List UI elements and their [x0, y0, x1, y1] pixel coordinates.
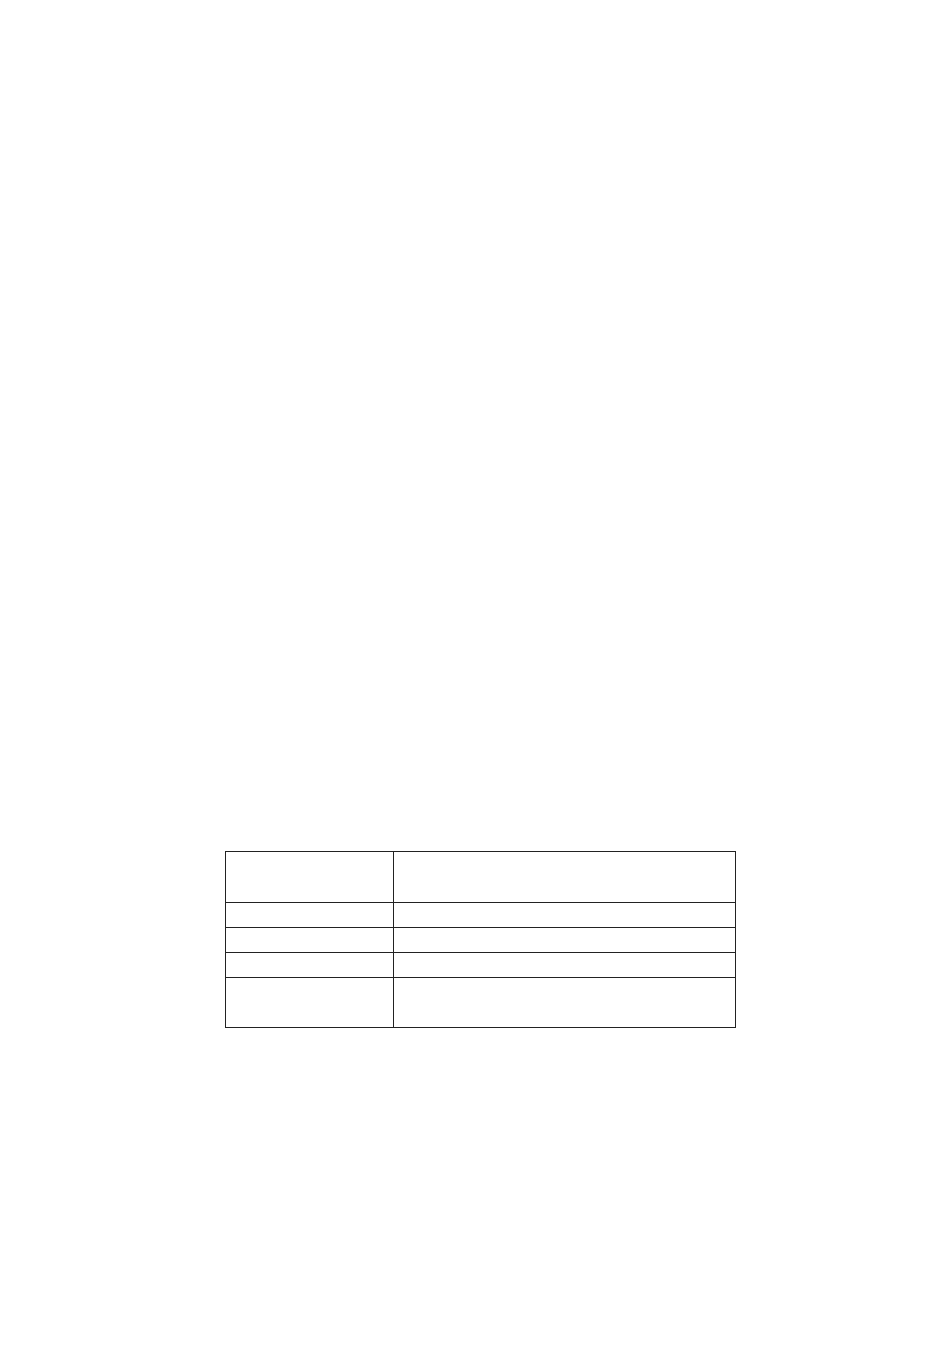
table-header-cell [394, 852, 736, 903]
table-row [226, 928, 736, 953]
table-cell [226, 953, 394, 978]
table-header-cell [226, 852, 394, 903]
table-cell [394, 903, 736, 928]
table-cell [226, 978, 394, 1028]
employment-factors-table [225, 851, 736, 1028]
table-cell [226, 903, 394, 928]
table-row [226, 953, 736, 978]
table-header-row [226, 852, 736, 903]
table-cell [226, 928, 394, 953]
table-cell [394, 928, 736, 953]
table-cell [394, 953, 736, 978]
table-cell [394, 978, 736, 1028]
table-row [226, 978, 736, 1028]
table-row [226, 903, 736, 928]
